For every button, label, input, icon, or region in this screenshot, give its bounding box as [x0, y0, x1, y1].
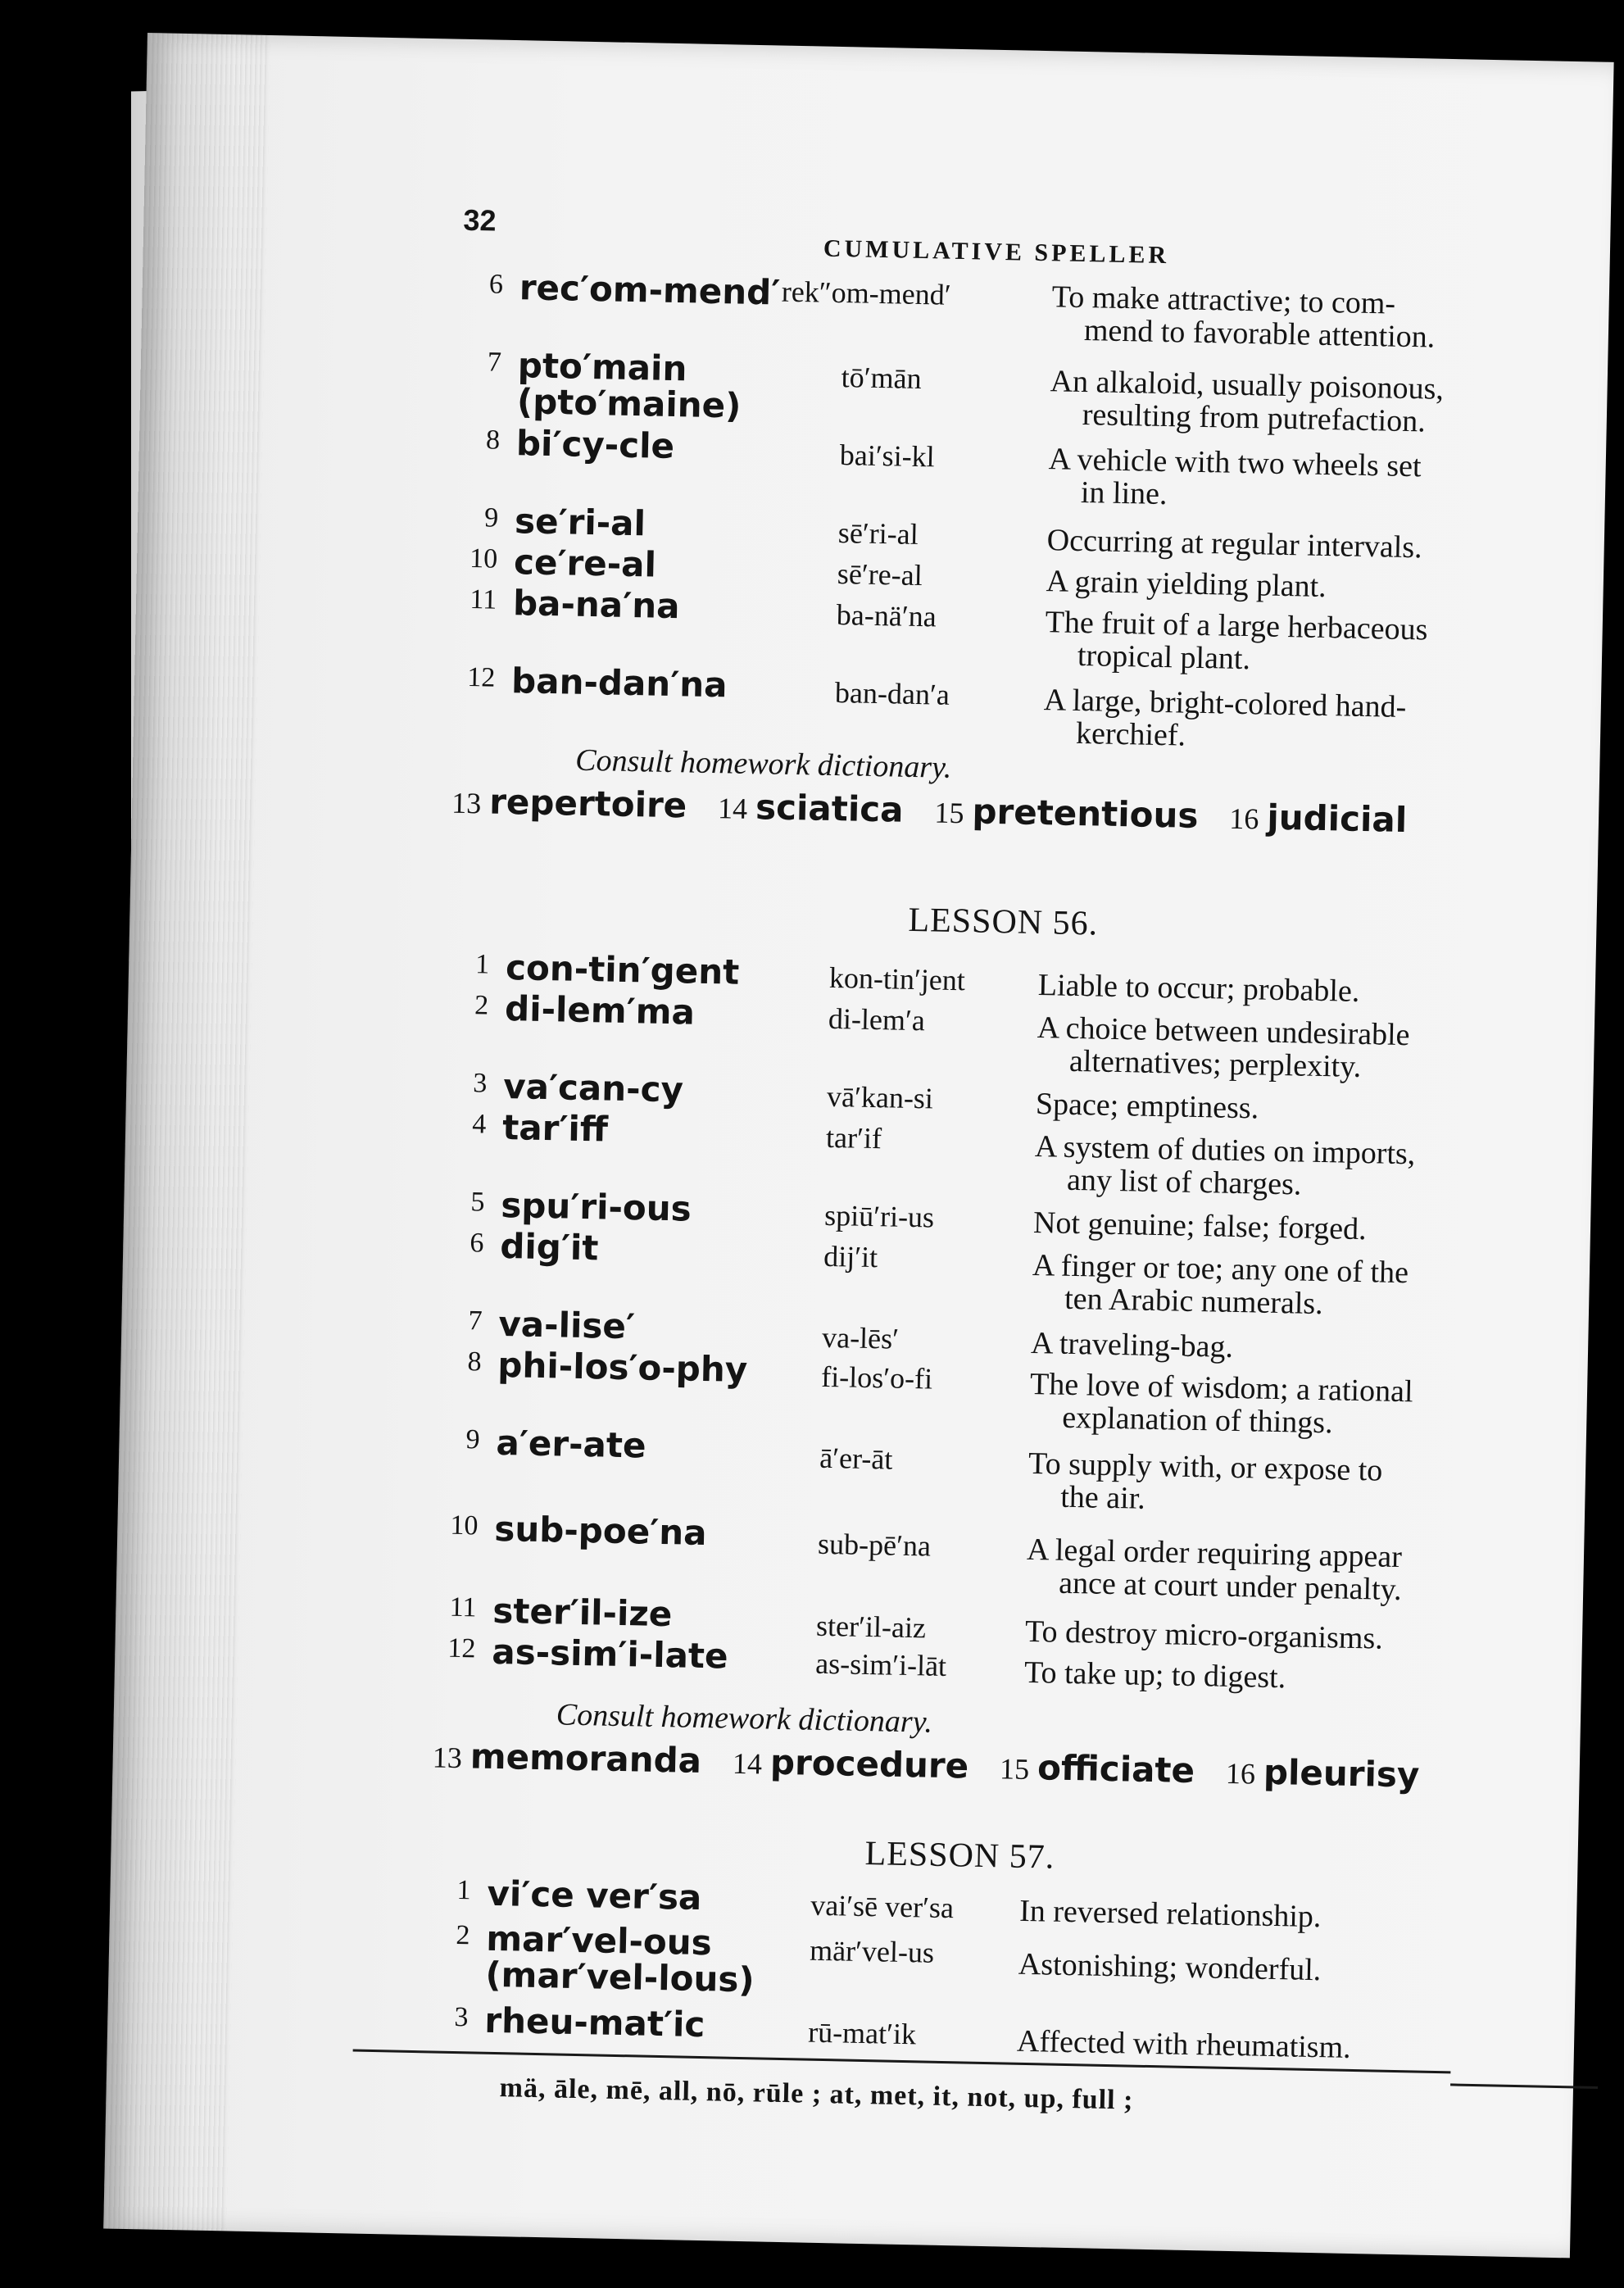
spelling-word: phi-los′o-phy	[497, 1344, 748, 1391]
pronunciation: kon-tin′jent	[828, 960, 966, 997]
definition: Not genuine; false; forged.	[1032, 1205, 1368, 1247]
spelling-word: se′ri-al	[514, 501, 646, 544]
entry-number: 2	[456, 1920, 470, 1951]
definition	[1034, 1130, 1608, 1207]
definition	[1043, 683, 1617, 760]
page-number: 32	[463, 202, 497, 238]
extra-words	[432, 1735, 1624, 1799]
pronunciation: vai′sē ver′sa	[810, 1888, 955, 1925]
extra-word: pleurisy	[1263, 1751, 1420, 1795]
definition-line: alternatives; perplexity.	[1068, 1043, 1362, 1084]
spelling-word: ba-na′na	[512, 583, 680, 627]
entry-number: 8	[485, 424, 501, 456]
definition-line: ance at court under penalty.	[1058, 1565, 1403, 1608]
pronunciation: ster′il-aiz	[815, 1609, 927, 1645]
spelling-word: vi′ce ver′sa	[487, 1873, 702, 1918]
spelling-word: va-lise′	[497, 1303, 636, 1347]
pronunciation: sē′re-al	[837, 557, 923, 592]
spelling-word: rec′om-mend′	[519, 267, 781, 313]
pronunciation: di-lem′a	[828, 1001, 926, 1037]
pronunciation: bai′si-kl	[839, 438, 936, 474]
definition	[1029, 1368, 1604, 1445]
spelling-word: as-sim′i-late	[491, 1631, 729, 1677]
extra-word: memoranda	[470, 1736, 702, 1781]
definition-line: To supply with, or expose to	[1027, 1446, 1383, 1488]
definition-line: any list of charges.	[1066, 1162, 1302, 1202]
consult-note: Consult homework dictionary.	[556, 1697, 933, 1740]
pronunciation: rū-mat′ik	[807, 2015, 917, 2051]
word-variant: (pto′maine)	[516, 381, 742, 426]
pronunciation: sē′ri-al	[837, 516, 919, 551]
definition-line: A legal order requiring appear	[1026, 1532, 1403, 1575]
definition-line: The love of wisdom; a rational	[1029, 1366, 1413, 1410]
spelling-word: ce′re-al	[513, 542, 657, 585]
definition	[1032, 1249, 1606, 1326]
extra-word-number: 16	[1225, 1756, 1256, 1791]
definition-line: explanation of things.	[1061, 1400, 1334, 1441]
page-content	[424, 203, 1624, 2195]
definition-line: A finger or toe; any one of the	[1032, 1247, 1409, 1291]
definition	[1026, 1533, 1600, 1610]
pronunciation-key: mä, āle, mē, all, nō, rūle ; at, met, it, not, up, full ;	[499, 2072, 1134, 2116]
entry-number: 11	[449, 1591, 477, 1623]
footer-rule	[1450, 2083, 1598, 2089]
definition: A grain yielding plant.	[1046, 564, 1327, 605]
entry-number: 6	[470, 1228, 484, 1259]
extra-word: pretentious	[972, 791, 1199, 836]
spelling-word: rheu-mat′ic	[483, 2000, 705, 2045]
word-spelling: mar′vel-ous	[485, 1918, 713, 1963]
spelling-word: va′can-cy	[502, 1065, 684, 1110]
list-item	[428, 2000, 1608, 2065]
pronunciation: dij′it	[823, 1239, 878, 1274]
pronunciation: tar′if	[825, 1120, 882, 1155]
definition	[1045, 606, 1619, 683]
entry-number: 3	[454, 2002, 469, 2033]
pronunciation: va-lēs′	[821, 1320, 900, 1355]
definition-line: mend to favorable attention.	[1083, 313, 1436, 355]
spelling-word	[517, 347, 830, 426]
spelling-word: di-lem′ma	[504, 987, 696, 1033]
lesson-title: LESSON 56.	[907, 901, 1099, 943]
definition	[1027, 1447, 1602, 1524]
running-title: CUMULATIVE SPELLER	[823, 234, 1170, 270]
definition-line: The fruit of a large herbaceous	[1045, 605, 1428, 647]
entry-number: 10	[469, 543, 498, 574]
definition: A traveling-bag.	[1030, 1325, 1234, 1364]
spelling-word: a′er-ate	[496, 1422, 646, 1466]
spelling-word: con-tin′gent	[505, 947, 740, 992]
definition-line: in line.	[1080, 474, 1168, 512]
extra-word: procedure	[769, 1741, 969, 1786]
spelling-word: ster′il-ize	[492, 1590, 673, 1635]
word-variant: (mar′vel-lous)	[485, 1954, 755, 2000]
definition	[1051, 280, 1624, 357]
entry-number: 4	[471, 1109, 487, 1140]
definition-line: tropical plant.	[1077, 638, 1251, 677]
spelling-word	[485, 1918, 798, 2000]
definition-line: To make attractive; to com-	[1051, 279, 1396, 321]
pronunciation: sub-pē′na	[817, 1527, 932, 1563]
pronunciation: ā′er-āt	[819, 1441, 893, 1476]
extra-word: officiate	[1037, 1747, 1195, 1791]
definition: To destroy micro-organisms.	[1024, 1614, 1384, 1656]
entry-number: 9	[465, 1424, 480, 1455]
extra-word-number: 14	[732, 1746, 763, 1781]
definition	[1049, 365, 1623, 442]
pronunciation: spiū′ri-us	[823, 1198, 935, 1234]
definition-line: ten Arabic numerals.	[1064, 1281, 1324, 1322]
pronunciation: vā′kan-si	[826, 1079, 934, 1115]
extra-word-number: 14	[717, 792, 748, 825]
definition	[1037, 1011, 1611, 1088]
list-item	[430, 1873, 1610, 1935]
definition: Affected with rheumatism.	[1016, 2023, 1352, 2065]
entry-number: 11	[470, 584, 497, 615]
lesson-57	[431, 1825, 1611, 2116]
definition-line: A large, bright-colored hand-	[1043, 683, 1407, 724]
spelling-word: tar′iff	[501, 1106, 609, 1150]
definition-line: A vehicle with two wheels set	[1048, 442, 1422, 484]
entry-number: 12	[466, 661, 496, 693]
extra-word-number: 16	[1228, 801, 1259, 836]
entry-number: 7	[468, 1305, 483, 1337]
definition-line: A choice between undesirable	[1037, 1010, 1410, 1053]
definition-line: An alkaloid, usually poisonous,	[1050, 364, 1445, 406]
pronunciation: fi-los′o-fi	[820, 1360, 933, 1396]
extra-word-number: 13	[451, 786, 482, 820]
extra-word: repertoire	[488, 781, 687, 826]
definition: To take up; to digest.	[1023, 1655, 1286, 1696]
definition: Occurring at regular intervals.	[1046, 523, 1423, 565]
lesson-56	[432, 892, 1624, 1795]
spelling-word: ban-dan′na	[510, 661, 728, 706]
pronunciation: rek″om-mend′	[781, 275, 951, 311]
definition: Astonishing; wonderful.	[1018, 1946, 1322, 1988]
spelling-word: bi′cy-cle	[515, 423, 675, 467]
page-binding-shadow	[103, 33, 270, 2231]
definition: Liable to occur; probable.	[1037, 968, 1360, 1009]
entry-number: 1	[474, 949, 490, 980]
definition-line: kerchief.	[1075, 715, 1186, 753]
extra-word-number: 15	[934, 796, 964, 830]
word-spelling: pto′main	[517, 345, 687, 389]
spelling-word: spu′ri-ous	[500, 1184, 692, 1229]
consult-note: Consult homework dictionary.	[574, 742, 952, 785]
entry-number: 7	[487, 347, 502, 378]
entry-number: 6	[488, 269, 504, 300]
spelling-word: dig′it	[499, 1225, 599, 1269]
entry-number: 9	[483, 502, 499, 533]
definition: Space; emptiness.	[1035, 1087, 1259, 1126]
extra-words	[451, 781, 1624, 845]
definition	[1048, 443, 1622, 520]
spelling-word: sub-poe′na	[493, 1508, 708, 1554]
pronunciation: ban-dan′a	[834, 676, 950, 711]
entry-number: 1	[456, 1875, 471, 1906]
entry-number: 8	[467, 1346, 482, 1378]
entry-number: 5	[470, 1187, 485, 1218]
definition-line: the air.	[1059, 1479, 1146, 1516]
definition: In reversed relationship.	[1018, 1893, 1322, 1935]
definition-line: resulting from putrefaction.	[1082, 397, 1427, 439]
extra-word: judicial	[1266, 797, 1408, 841]
book-page	[103, 33, 1613, 2258]
pronunciation: mär′vel-us	[809, 1933, 935, 1969]
entry-number: 12	[447, 1632, 476, 1664]
pronunciation: tō′mān	[841, 361, 922, 396]
extra-word-number: 15	[999, 1752, 1030, 1786]
list-item	[449, 947, 1624, 1009]
extra-word: sciatica	[755, 787, 905, 830]
entry-number: 3	[472, 1068, 488, 1099]
pronunciation: as-sim′i-lāt	[814, 1646, 947, 1682]
lesson-title: LESSON 57.	[864, 1835, 1055, 1877]
entry-number: 10	[450, 1509, 479, 1541]
definition-line: A system of duties on imports,	[1034, 1129, 1416, 1172]
pronunciation: ba-nä′na	[836, 598, 937, 633]
extra-word-number: 13	[432, 1741, 463, 1775]
entry-number: 2	[474, 990, 489, 1021]
